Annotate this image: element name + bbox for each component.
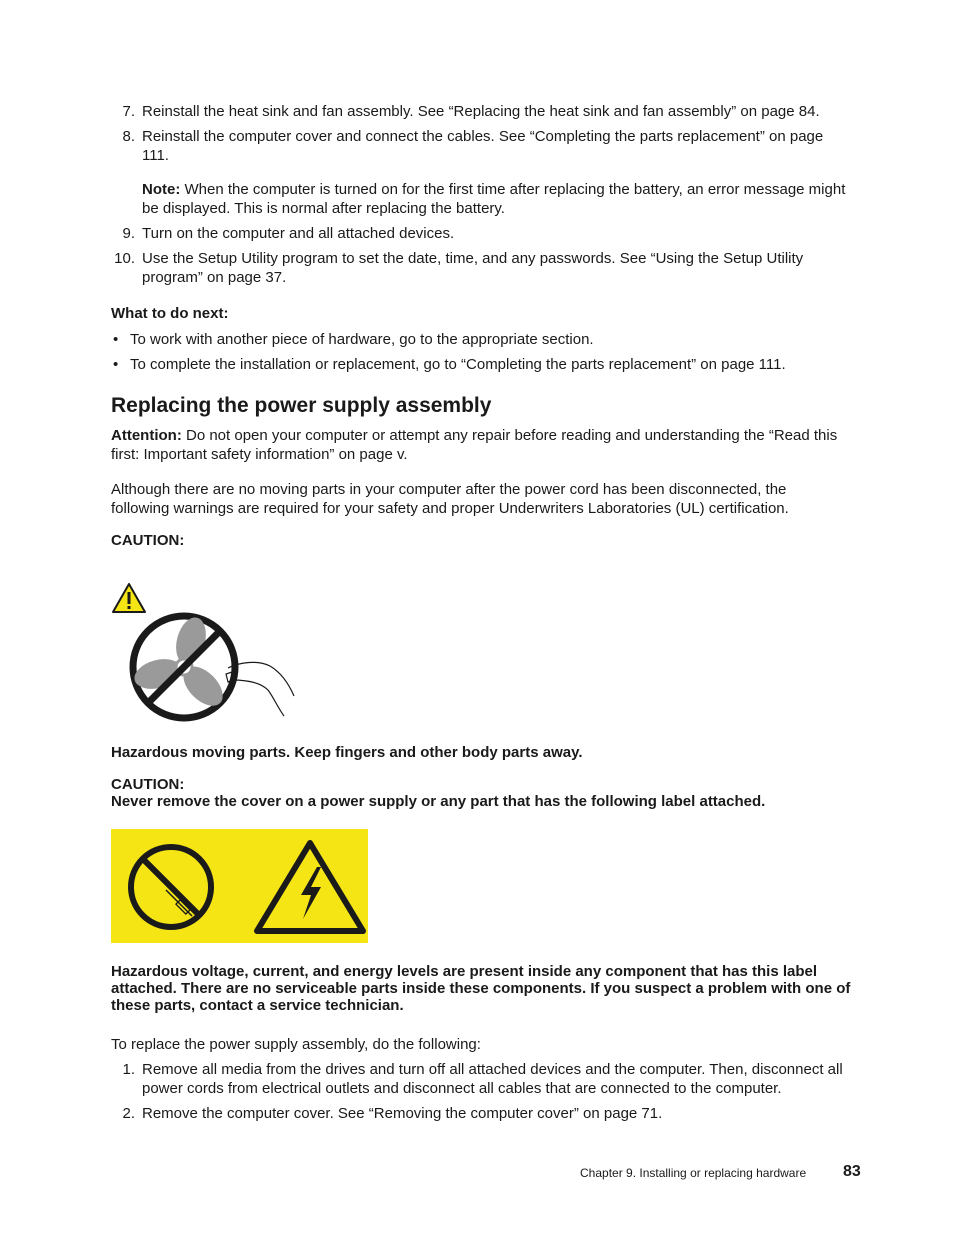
step-number: 9. [122, 225, 135, 242]
hazard-label [111, 829, 368, 943]
no-fan-hand-icon [128, 610, 298, 724]
footer-chapter: Chapter 9. Installing or replacing hardware [580, 1166, 807, 1180]
step-text: Turn on the computer and all attached devices. [142, 225, 455, 242]
bullet-icon: • [113, 331, 119, 348]
section-title: Replacing the power supply assembly [111, 394, 492, 417]
attention-block [111, 426, 851, 464]
caution-label: CAUTION: [111, 532, 185, 549]
intro-paragraph: Although there are no moving parts in your computer after the power cord has been disconnected, the following warnings are required for your safety and proper Underwriters Laboratories (UL) certification. [111, 481, 789, 517]
high-voltage-icon [251, 837, 369, 937]
step-number: 2. [122, 1105, 135, 1122]
step-text: Reinstall the computer cover and connect the cables. See “Completing the parts replacement” on page 111. [142, 128, 824, 164]
note-text: When the computer is turned on for the first time after replacing the battery, an error message might be displayed. This is normal after replacing the battery. [142, 181, 846, 217]
next-heading: What to do next: [111, 305, 229, 322]
step-text: Remove the computer cover. See “Removing the computer cover” on page 71. [142, 1105, 663, 1122]
procedure-intro: To replace the power supply assembly, do the following: [111, 1036, 481, 1053]
bullet-icon: • [113, 356, 119, 373]
step-text: Reinstall the heat sink and fan assembly. See “Replacing the heat sink and fan assembly” on page 84. [142, 103, 820, 120]
attention-text: Do not open your computer or attempt any repair before reading and understanding the “Read this first: Important safety information” on page v. [111, 427, 838, 463]
step-text: Use the Setup Utility program to set the date, time, and any passwords. See “Using the Setup Utility program” on page 37. [142, 250, 804, 286]
caution-moving-parts: Hazardous moving parts. Keep fingers and other body parts away. [111, 744, 583, 761]
step-number: 10. [114, 250, 135, 267]
step-number: 1. [122, 1061, 135, 1078]
hazard-warning: Hazardous voltage, current, and energy levels are present inside any component that has this label attached. There are no serviceable parts inside these components. If you suspect a problem with one of these parts, contact a service technician. [111, 963, 851, 1014]
page-number: 83 [843, 1163, 861, 1180]
caution-label: CAUTION: [111, 776, 185, 793]
attention-label: Attention: [111, 427, 182, 444]
step-number: 7. [122, 103, 135, 120]
next-item-text: To complete the installation or replacement, go to “Completing the parts replacement” on page 111. [130, 356, 786, 373]
step-number: 8. [122, 128, 135, 145]
no-tool-icon [126, 842, 216, 932]
note-label: Note: [142, 181, 181, 198]
step-text: Remove all media from the drives and turn off all attached devices and the computer. Then, disconnect all power cords from electrical outlets and disconnect all cables that are connected to the computer. [142, 1061, 843, 1097]
caution-power-supply: Never remove the cover on a power supply or any part that has the following label attached. [111, 793, 766, 810]
next-item-text: To work with another piece of hardware, go to the appropriate section. [130, 331, 594, 348]
note-block [142, 180, 854, 218]
